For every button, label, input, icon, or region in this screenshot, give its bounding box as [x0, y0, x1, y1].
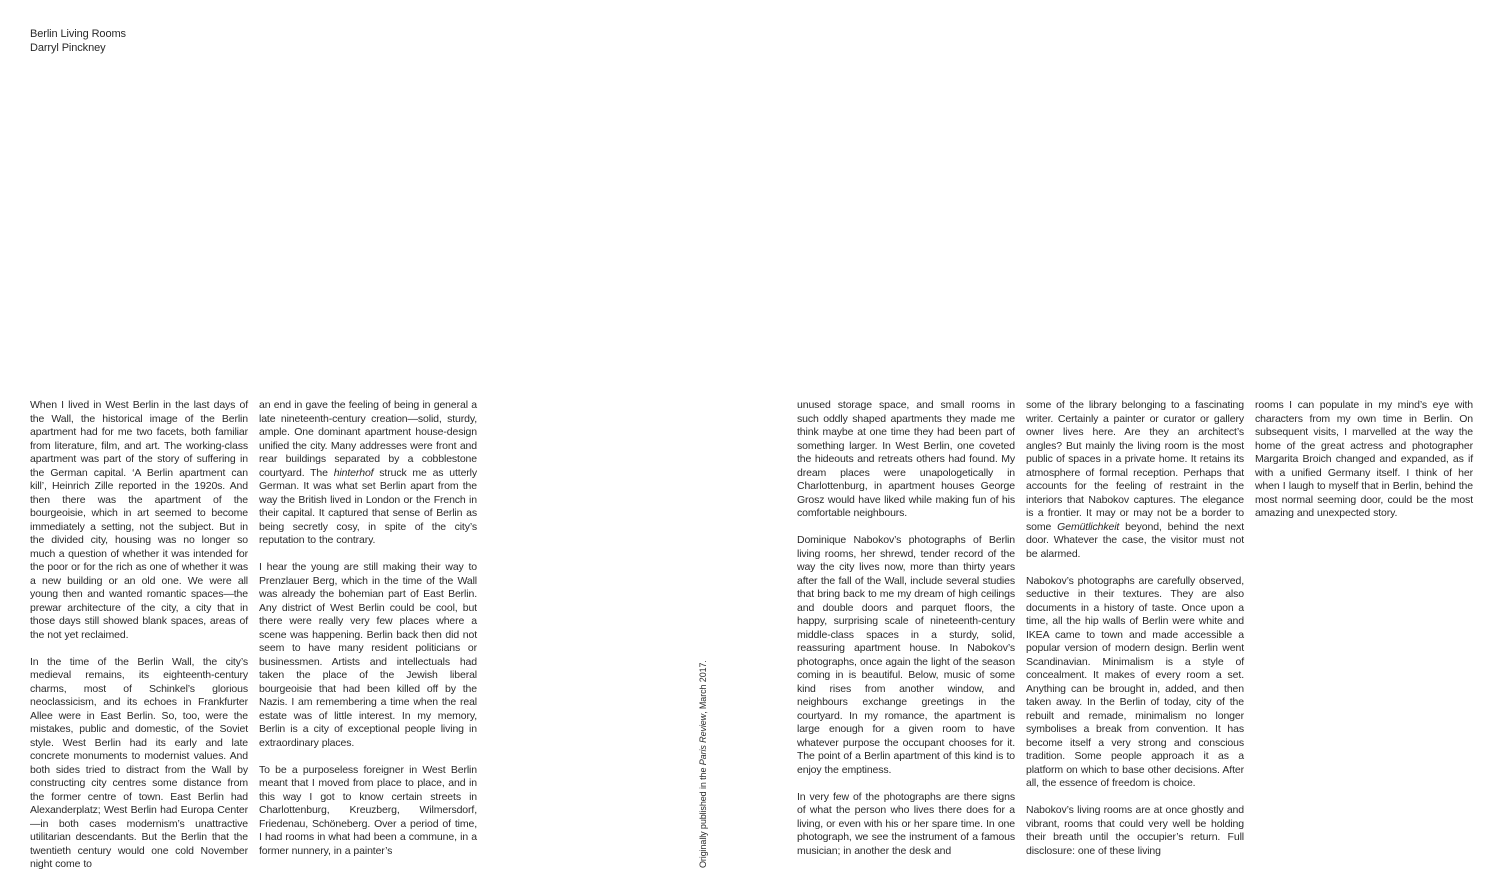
text-run: rooms I can populate in my mind’s eye with characters from my own time in Berlin. On subsequent visits, I marvelled at the way the home of the great actress and photographer Margarita Broich changed and expanded, as if with a unified Germany itself. I think of her when I laugh to myself that in Berlin, behind the most normal seeming door, could be the most amazing and unexpected story. [1255, 399, 1473, 519]
paragraph [30, 656, 248, 872]
text-run: unused storage space, and small rooms in such oddly shaped apartments they made me think maybe at one time they had been part of something larger. In West Berlin, one coveted the hideouts and retreats others had found. My dream places were unapologetically in Charlottenburg, in apartment houses George Grosz would have liked while making fun of his comfortable neighbours. [797, 399, 1015, 519]
paragraph [1026, 399, 1244, 561]
paragraph [1026, 804, 1244, 858]
paragraph [797, 534, 1015, 777]
italic-text-run: hinterhof [333, 466, 374, 479]
text-column-1 [30, 399, 248, 872]
text-column-3 [797, 399, 1015, 858]
article-author: Darryl Pinckney [30, 41, 106, 54]
text-column-5 [1255, 399, 1473, 521]
paragraph [259, 399, 477, 548]
article-title: Berlin Living Rooms [30, 28, 126, 40]
text-run: When I lived in West Berlin in the last days of the Wall, the historical image of the Berlin apartment had for me two facets, both familiar from literature, film, and art. The working-class apartment was part of the story of suffering in the German capital. ‘A Berlin apartment can kill’, Heinrich Zille reported in the 1920s. And then there was the apartment of the bourgeoisie, which in art seemed to become immediately a setting, not the subject. But in the divided city, housing was no longer so much a question of whether it was intended for the poor or for the rich as one of whether it was a new building or an old one. We were all young then and wanted romantic spaces—the prewar architecture of the city, a city that in those days still showed blank spaces, areas of the not yet reclaimed. [30, 399, 248, 641]
text-run: Nabokov’s living rooms are at once ghostly and vibrant, rooms that could very well be holding their breath until the occupier’s return. Full disclosure: one of these living [1026, 804, 1244, 857]
text-run: To be a purposeless foreigner in West Berlin meant that I moved from place to place, and in this way I got to know certain streets in Charlottenburg, Kreuzberg, Wilmersdorf, Friedenau, Schöneberg. Over a period of time, I had rooms in what had been a commune, in a former nunnery, in a painter’s [259, 763, 477, 857]
paragraph [1255, 399, 1473, 521]
text-run: Nabokov’s photographs are carefully observed, seductive in their textures. They are also documents in a history of taste. Once upon a time, all the hip walls of Berlin were white and IKEA came to town and made accessible a popular version of modern design. Berlin went Scandinavian. Minimalism is a style of concealment. It makes of every room a set. Anything can be brought in, added, and then taken away. In the Berlin of today, city of the rebuilt and remade, minimalism no longer symbolises a break from convention. It has become itself a very strong and conscious tradition. Some people approach it as a platform on which to base other decisions. After all, the essence of freedom is choice. [1026, 574, 1244, 789]
text-run: In very few of the photographs are there signs of what the person who lives there does for a living, or even with his or her spare time. In one photograph, we see the instrument of a famous musician; in another the desk and [797, 790, 1015, 857]
text-run: Dominique Nabokov’s photographs of Berlin living rooms, her shrewd, tender record of the way the city lives now, more than thirty years after the fall of the Wall, include several studies that bring back to me my dream of high ceilings and double doors and parquet floors, the happy, surprising scale of nineteenth-century middle-class spaces in a sturdy, solid, reassuring apartment house. In Nabokov’s photographs, once again the light of the season coming in is beautiful. Below, music of some kind rises from another window, and neighbours exchange greetings in the courtyard. In my romance, the apartment is large enough for a given room to have whatever purpose the occupant chooses for it. The point of a Berlin apartment of this kind is to enjoy the emptiness. [797, 534, 1015, 776]
text-column-4 [1026, 399, 1244, 858]
italic-text-run: Gemütlichkeit [1057, 520, 1120, 533]
text-run: an end in gave the feeling of being in general a late nineteenth-century creation—solid, sturdy, ample. One dominant apartment house-design unified the city. Many addresses were front and rear buildings separated by a cobblestone courtyard. The [259, 399, 477, 479]
publication-credit [698, 660, 708, 868]
paragraph [1026, 575, 1244, 791]
paragraph [797, 791, 1015, 859]
credit-publication-name: Paris Review [698, 713, 708, 766]
credit-suffix: , March 2017. [698, 660, 708, 714]
paragraph [259, 561, 477, 750]
text-run: In the time of the Berlin Wall, the city’s medieval remains, its eighteenth-century charms, most of Schinkel’s glorious neoclassicism, and its echoes in Frankfurter Allee were in East Berlin. So, too, were the mistakes, public and domestic, of the Soviet style. West Berlin had its early and late concrete monuments to modernist values. And both sides tried to distract from the Wall by constructing city centres some distance from the former centre of town. East Berlin had Alexanderplatz; West Berlin had Europa Center—in both cases modernism’s unattractive utilitarian descendants. But the Berlin that the twentieth century would one cold November night come to [30, 655, 248, 870]
text-column-2 [259, 399, 477, 858]
paragraph [259, 764, 477, 859]
article-header [30, 28, 126, 55]
text-run: I hear the young are still making their way to Prenzlauer Berg, which in the time of the Wall was already the bohemian part of East Berlin. Any district of West Berlin could be cool, but there were really very few places where a scene was happening. Berlin back then did not seem to have many resident politicians or businessmen. Artists and intellectuals had taken the place of the Jewish liberal bourgeoisie that had been killed off by the Nazis. I am remembering a time when the real estate was of little interest. In my memory, Berlin is a city of exceptional people living in extraordinary places. [259, 561, 477, 749]
text-run: some of the library belonging to a fascinating writer. Certainly a painter or curator or gallery owner lives here. Are they an architect’s angles? But mainly the living room is the most public of spaces in a private home. It retains its atmosphere of formal reception. Perhaps that accounts for the feeling of restraint in the interiors that Nabokov captures. The elegance is a frontier. It may or may not be a border to some [1026, 399, 1244, 533]
text-run: beyond, behind the next door. Whatever the case, the visitor must not be alarmed. [1026, 520, 1245, 560]
text-run: struck me as utterly German. It was what set Berlin apart from the way the British lived in London or the French in their capital. It captured that sense of Berlin as being secretly cosy, in spite of the city’s reputation to the contrary. [259, 466, 478, 546]
paragraph [797, 399, 1015, 521]
credit-prefix: Originally published in the [698, 765, 708, 868]
paragraph [30, 399, 248, 642]
